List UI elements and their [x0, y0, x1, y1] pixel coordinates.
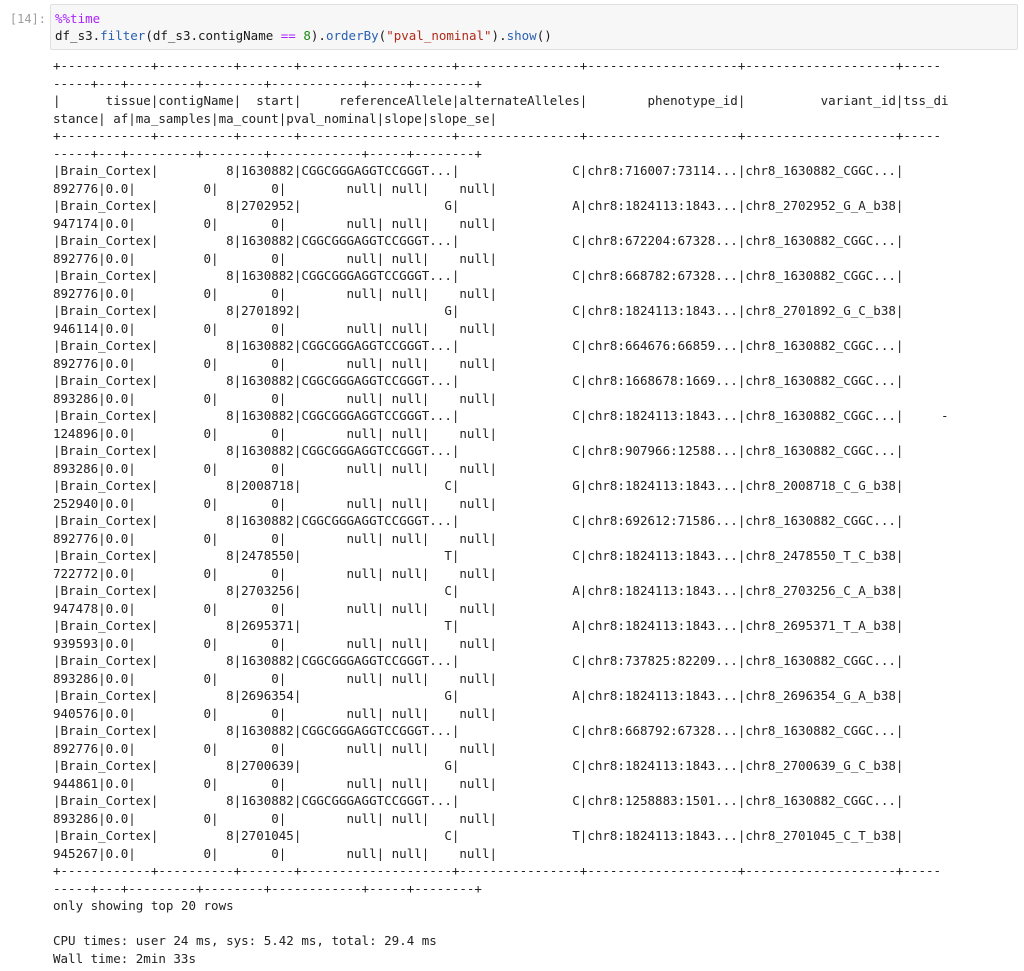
- table-row-line: |Brain_Cortex| 8|2695371| T| A|chr8:1824113:1843...|chr8_2695371_T_A_b38|: [53, 618, 904, 633]
- table-border-top: +------------+----------+-------+--------------------+----------------+--------------------+--------------------+-----: [53, 58, 942, 73]
- code-token-string: "pval_nominal": [386, 28, 492, 43]
- table-row-line: |Brain_Cortex| 8|2701892| G| C|chr8:1824113:1843...|chr8_2701892_G_C_b38|: [53, 303, 904, 318]
- table-row: [53, 652, 1018, 687]
- table-border-mid-wrap: -----+---+---------+--------+------------+-----+--------+: [53, 145, 482, 161]
- table-border-bottom: +------------+----------+-------+--------------------+----------------+--------------------+--------------------+-----: [53, 863, 942, 878]
- table-header: | tissue|contigName| start| referenceAllele|alternateAlleles| phenotype_id| variant_id|tss_di: [53, 93, 949, 108]
- table-row: [53, 512, 1018, 547]
- code-token: ).: [491, 28, 507, 43]
- table-row-line: |Brain_Cortex| 8|2702952| G| A|chr8:1824113:1843...|chr8_2702952_G_A_b38|: [53, 198, 904, 213]
- wall-time: Wall time: 2min 33s: [53, 950, 196, 966]
- blank-line: [53, 915, 1018, 933]
- table-row: [53, 267, 1018, 302]
- table-row-line: |Brain_Cortex| 8|1630882|CGGCGGGAGGTCCGGGT...| C|chr8:1668678:1669...|chr8_1630882_CGGC...|: [53, 373, 904, 388]
- table-row: [53, 162, 1018, 197]
- table-row-wrap: 893286|0.0| 0| 0| null| null| null|: [53, 670, 498, 686]
- table-row: [53, 232, 1018, 267]
- table-row: [53, 477, 1018, 512]
- table-row-line: |Brain_Cortex| 8|1630882|CGGCGGGAGGTCCGGGT...| C|chr8:1258883:1501...|chr8_1630882_CGGC...|: [53, 793, 904, 808]
- code-token-number: 8: [303, 28, 311, 43]
- table-row-line: |Brain_Cortex| 8|1630882|CGGCGGGAGGTCCGGGT...| C|chr8:692612:71586...|chr8_1630882_CGGC...|: [53, 513, 904, 528]
- table-row: [53, 442, 1018, 477]
- code-token-function: orderBy: [325, 28, 379, 43]
- table-row-line: |Brain_Cortex| 8|2478550| T| C|chr8:1824113:1843...|chr8_2478550_T_C_b38|: [53, 548, 904, 563]
- table-row-wrap: 944861|0.0| 0| 0| null| null| null|: [53, 775, 498, 791]
- code-token: (df_s3.contigName: [145, 28, 281, 43]
- table-border-top-wrap: -----+---+---------+--------+------------+-----+--------+: [53, 75, 482, 91]
- table-row-line: |Brain_Cortex| 8|2696354| G| A|chr8:1824113:1843...|chr8_2696354_G_A_b38|: [53, 688, 904, 703]
- table-row: [53, 792, 1018, 827]
- cpu-times: CPU times: user 24 ms, sys: 5.42 ms, total: 29.4 ms: [53, 933, 437, 948]
- table-row: [53, 302, 1018, 337]
- table-header-wrap: stance| af|ma_samples|ma_count|pval_nominal|slope|slope_se|: [53, 110, 498, 126]
- table-row-wrap: 892776|0.0| 0| 0| null| null| null|: [53, 250, 498, 266]
- table-row-line: |Brain_Cortex| 8|1630882|CGGCGGGAGGTCCGGGT...| C|chr8:907966:12588...|chr8_1630882_CGGC...|: [53, 443, 904, 458]
- table-row-wrap: 892776|0.0| 0| 0| null| null| null|: [53, 355, 498, 371]
- table-row: [53, 407, 1018, 442]
- code-line-magic: %%time: [55, 11, 101, 26]
- table-row-wrap: 945267|0.0| 0| 0| null| null| null|: [53, 845, 498, 861]
- table-row: [53, 687, 1018, 722]
- table-row-wrap: 947478|0.0| 0| 0| null| null| null|: [53, 600, 498, 616]
- code-token: (: [378, 28, 387, 43]
- code-token-function: show: [506, 28, 537, 43]
- table-row: [53, 617, 1018, 652]
- table-row-wrap: 892776|0.0| 0| 0| null| null| null|: [53, 285, 498, 301]
- table-row-line: |Brain_Cortex| 8|1630882|CGGCGGGAGGTCCGGGT...| C|chr8:716007:73114...|chr8_1630882_CGGC...|: [53, 163, 904, 178]
- table-row: [53, 757, 1018, 792]
- table-row-wrap: 940576|0.0| 0| 0| null| null| null|: [53, 705, 498, 721]
- table-row-line: |Brain_Cortex| 8|2700639| G| C|chr8:1824113:1843...|chr8_2700639_G_C_b38|: [53, 758, 904, 773]
- table-row-line: |Brain_Cortex| 8|2701045| C| T|chr8:1824113:1843...|chr8_2701045_C_T_b38|: [53, 828, 904, 843]
- table-row: [53, 372, 1018, 407]
- table-row-wrap: 892776|0.0| 0| 0| null| null| null|: [53, 530, 498, 546]
- table-row-wrap: 252940|0.0| 0| 0| null| null| null|: [53, 495, 498, 511]
- table-row-line: |Brain_Cortex| 8|1630882|CGGCGGGAGGTCCGGGT...| C|chr8:664676:66859...|chr8_1630882_CGGC...|: [53, 338, 904, 353]
- table-row-wrap: 893286|0.0| 0| 0| null| null| null|: [53, 810, 498, 826]
- table-row-wrap: 124896|0.0| 0| 0| null| null| null|: [53, 425, 498, 441]
- cell-prompt: [14]:: [9, 12, 46, 26]
- code-token-operator: ==: [280, 28, 296, 43]
- table-row: [53, 582, 1018, 617]
- table-row-wrap: 892776|0.0| 0| 0| null| null| null|: [53, 180, 498, 196]
- code-token: df_s3.: [55, 28, 101, 43]
- code-token-function: filter: [100, 28, 146, 43]
- table-border-mid: +------------+----------+-------+--------------------+----------------+--------------------+--------------------+-----: [53, 128, 942, 143]
- table-body: [53, 162, 1018, 862]
- cell-output: [53, 57, 1018, 969]
- table-row-line: |Brain_Cortex| 8|1630882|CGGCGGGAGGTCCGGGT...| C|chr8:1824113:1843...|chr8_1630882_CGGC...| -: [53, 408, 949, 423]
- table-row-line: |Brain_Cortex| 8|2008718| C| G|chr8:1824113:1843...|chr8_2008718_C_G_b38|: [53, 478, 904, 493]
- table-row: [53, 197, 1018, 232]
- table-border-bottom-wrap: -----+---+---------+--------+------------+-----+--------+: [53, 880, 482, 896]
- table-row-wrap: 947174|0.0| 0| 0| null| null| null|: [53, 215, 498, 231]
- table-row-line: |Brain_Cortex| 8|1630882|CGGCGGGAGGTCCGGGT...| C|chr8:668792:67328...|chr8_1630882_CGGC...|: [53, 723, 904, 738]
- code-token: (): [536, 28, 552, 43]
- table-row: [53, 547, 1018, 582]
- table-row-wrap: 722772|0.0| 0| 0| null| null| null|: [53, 565, 498, 581]
- table-row-wrap: 939593|0.0| 0| 0| null| null| null|: [53, 635, 498, 651]
- table-row-line: |Brain_Cortex| 8|1630882|CGGCGGGAGGTCCGGGT...| C|chr8:672204:67328...|chr8_1630882_CGGC...|: [53, 233, 904, 248]
- table-row-wrap: 892776|0.0| 0| 0| null| null| null|: [53, 740, 498, 756]
- table-row: [53, 337, 1018, 372]
- table-row: [53, 827, 1018, 862]
- code-token: ).: [310, 28, 326, 43]
- table-row-wrap: 893286|0.0| 0| 0| null| null| null|: [53, 390, 498, 406]
- code-input-cell[interactable]: [50, 4, 1018, 50]
- table-row-wrap: 893286|0.0| 0| 0| null| null| null|: [53, 460, 498, 476]
- table-row-line: |Brain_Cortex| 8|1630882|CGGCGGGAGGTCCGGGT...| C|chr8:668782:67328...|chr8_1630882_CGGC...|: [53, 268, 904, 283]
- table-row: [53, 722, 1018, 757]
- footer-note: only showing top 20 rows: [53, 898, 234, 913]
- code-line-query: [55, 27, 1017, 44]
- table-row-line: |Brain_Cortex| 8|1630882|CGGCGGGAGGTCCGGGT...| C|chr8:737825:82209...|chr8_1630882_CGGC...|: [53, 653, 904, 668]
- table-row-line: |Brain_Cortex| 8|2703256| C| A|chr8:1824113:1843...|chr8_2703256_C_A_b38|: [53, 583, 904, 598]
- table-row-wrap: 946114|0.0| 0| 0| null| null| null|: [53, 320, 498, 336]
